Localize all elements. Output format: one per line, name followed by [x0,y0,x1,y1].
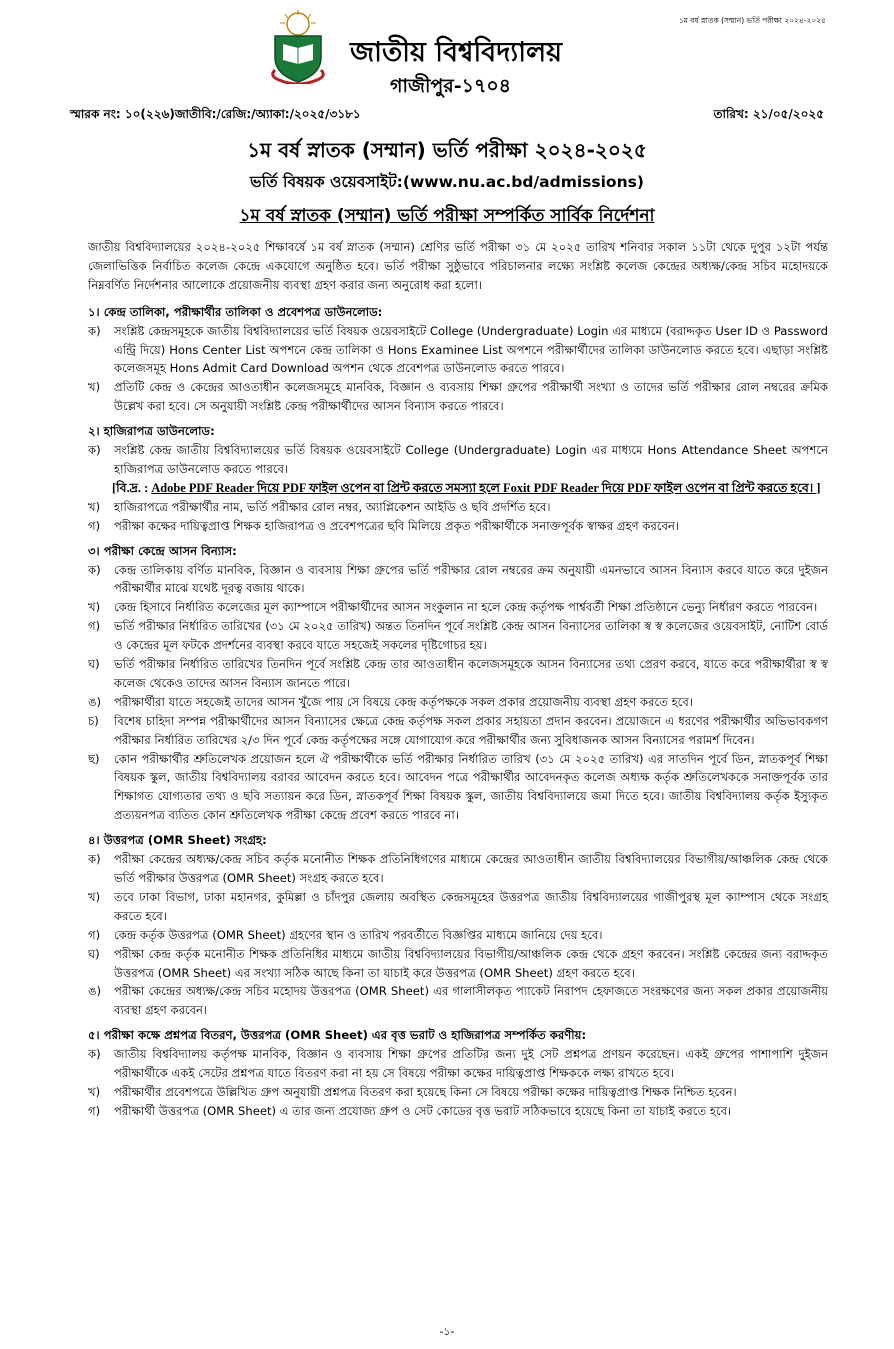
item-label: ক) [88,852,101,867]
item-label: ঙ) [88,694,102,709]
list-item [88,1102,828,1121]
item-label: গ) [88,927,101,942]
list-item [88,693,828,712]
page-title: ১ম বর্ষ স্নাতক (সম্মান) ভর্তি পরীক্ষা ২০২৪-২০২৫ [247,138,647,162]
item-label: ক) [88,443,101,458]
item-label: গ) [88,1103,101,1118]
notice-subtitle [0,203,894,231]
memo-date: তারিখ: ২১/০৫/২০২৫ [713,107,824,121]
item-text: কোন পরীক্ষার্থীর শ্রুতিলেখক প্রয়োজন হলে ঐ পরীক্ষার্থীকে ভর্তি পরীক্ষার নির্ধারিত তারিখ (৩১ মে ২০২৫ তারিখ) এর সাতদিন পূর্বে ডিন, স্নাতকপূর্ব শিক্ষা বিষয়ক স্কুল, জাতীয় বিশ্ববিদ্যালয় বরাবর আবেদন করতে হবে। আবেদন পত্রে পরীক্ষার্থীর আবেদনকৃত কলেজ অধ্যক্ষ কর্তৃক শ্রুতিলেখককে সনাক্তপূর্বক তার শিক্ষাগত যোগ্যতার তথ্য ও ছবি সত্যায়ন করে ডিন, স্নাতকপূর্ব শিক্ষা বিষয়ক স্কুল, জাতীয় বিশ্ববিদ্যালয়ে জমা দিতে হবে। জাতীয় বিশ্ববিদ্যালয় কর্তৃক ইস্যুকৃত প্রত্যয়নপত্র ব্যতিত কোন শ্রুতিলেখক পরীক্ষা কেন্দ্রে প্রবেশ করতে পারবে না। [114,751,828,823]
item-label: ঘ) [88,657,100,672]
item-text: সংশ্লিষ্ট কেন্দ্র জাতীয় বিশ্ববিদ্যালয়ের ভর্তি বিষয়ক ওয়েবসাইটে College (Undergraduate) Login এর মাধ্যমে Hons Attendance Sheet অপশনে হাজিরাপত্র ডাউনলোড করতে পারবে। [114,443,828,476]
list-item [88,1045,828,1083]
item-text: পরীক্ষা কেন্দ্রের অধ্যক্ষ/কেন্দ্র সচিব মহোদয় উত্তরপত্র (OMR Sheet) এর গালাসীলকৃত প্যাকেট নিরাপদ হেফাজতে সংরক্ষণের জন্য সকল প্রকার প্রয়োজনীয় ব্যবস্থা গ্রহণ করবেন। [114,984,828,1018]
item-text: জাতীয় বিশ্ববিদ্যালয় কর্তৃপক্ষ মানবিক, বিজ্ঞান ও ব্যবসায় শিক্ষা গ্রুপের প্রতিটির জন্য দুই সেট প্রশ্নপত্র প্রণয়ন করেছেন। একই গ্রুপের পাশাপাশি দুইজন পরীক্ষার্থীকে একই সেটের প্রশ্নপত্র যাতে বিতরণ করা না হয় সে বিষয়ে পরীক্ষা কক্ষের দায়িত্বপ্রাপ্ত শিক্ষককে লক্ষ্য রাখতে হবে। [114,1047,828,1081]
list-item [88,378,828,416]
item-text: পরীক্ষা কেন্দ্রের অধ্যক্ষ/কেন্দ্র সচিব কর্তৃক মনোনীত শিক্ষক প্রতিনিধিগণের মাধ্যমে কেন্দ্রের আওতাধীন জাতীয় বিশ্ববিদ্যালয়ের বিভাগীয়/আঞ্চলিক কেন্দ্র থেকে ভর্তি পরীক্ষার উত্তরপত্র (OMR Sheet) সংগ্রহ করতে হবে। [114,852,828,885]
notice-body [88,238,828,1121]
list-item [88,926,828,945]
item-label: ঙ) [88,984,102,999]
item-label: খ) [88,1084,101,1099]
item-text: পরীক্ষার্থীর প্রবেশপত্রে উল্লিখিত গ্রুপ অনুযায়ী প্রশ্নপত্র বিতরণ করা হয়েছে কিনা সে বিষয়ে পরীক্ষা কক্ষের দায়িত্বপ্রাপ্ত শিক্ষক নিশ্চিত হবেন। [114,1084,737,1099]
memo-number: স্মারক নং: ১০(২২৬)জাতীবি:/রেজি:/অ্যাকা:/২০২৫/৩১৮১ [70,107,361,121]
list-item [88,598,828,617]
list-item [88,850,828,888]
item-label: খ) [88,380,101,395]
item-text: কেন্দ্র কর্তৃক উত্তরপত্র (OMR Sheet) গ্রহণের স্থান ও তারিখ পরবর্তীতে বিজ্ঞপ্তির মাধ্যমে জানিয়ে দেয় হবে। [114,927,603,942]
list-item [88,322,828,379]
header-note: ১ম বর্ষ স্নাতক (সম্মান) ভর্তি পরীক্ষা ২০২৪-২০২৫ [678,16,826,25]
note [88,479,828,498]
note-text: Adobe PDF Reader দিয়ে PDF ফাইল ওপেন বা প্রিন্ট করতে সমস্যা হলে Foxit PDF Reader দিয়ে PDF ফাইল ওপেন বা প্রিন্ট করতে হবে। [151,480,817,495]
list-item [88,888,828,926]
item-text: তবে ঢাকা বিভাগ, ঢাকা মহানগর, কুমিল্লা ও চাঁদপুর জেলায় অবস্থিত কেন্দ্রসমূহের উত্তরপত্র জাতীয় বিশ্ববিদ্যালয়ের গাজীপুরস্থ মূল ক্যাম্পাস থেকে সংগ্রহ করতে হবে। [114,889,828,923]
list-item [88,750,828,826]
university-name: জাতীয় বিশ্ববিদ্যালয় [350,37,563,68]
item-text: কেন্দ্র হিসাবে নির্ধারিত কলেজের মূল ক্যাম্পাসে পরীক্ষার্থীদের আসন সংকুলান না হলে কেন্দ্র কর্তৃপক্ষ পার্শ্ববর্তী শিক্ষা প্রতিষ্ঠানে ভেন্যু নির্ধারণ করতে পারবেন। [114,600,818,615]
list-item [88,712,828,750]
subtitle-text: ১ম বর্ষ স্নাতক (সম্মান) ভর্তি পরীক্ষা সম্পর্কিত সার্বিক নির্দেশনা [239,206,655,226]
admission-website: ভর্তি বিষয়ক ওয়েবসাইট:(www.nu.ac.bd/admissions) [250,173,644,191]
item-label: ক) [88,562,101,577]
item-text: পরীক্ষা কক্ষের দায়িত্বপ্রাপ্ত শিক্ষক হাজিরাপত্র ও প্রবেশপত্রের ছবি মিলিয়ে প্রকৃত পরীক্ষার্থীকে সনাক্তপূর্বক স্বাক্ষর গ্রহণ করবেন। [114,518,680,533]
item-text: পরীক্ষার্থীরা যাতে সহজেই তাদের আসন খুঁজে পায় সে বিষয়ে কেন্দ্র কর্তৃপক্ষকে সকল প্রকার প্রয়োজনীয় ব্যবস্থা গ্রহণ করতে হবে। [114,694,693,709]
item-text: পরীক্ষার্থী উত্তরপত্র (OMR Sheet) এ তার জন্য প্রযোজ্য গ্রুপ ও সেট কোডের বৃত্ত ভরাট সঠিকভাবে হয়েছে কিনা তা যাচাই করতে হবে। [114,1103,732,1118]
item-label: খ) [88,600,101,615]
reference-row [70,106,824,126]
list-item [88,945,828,983]
note-suffix: ] [816,480,821,495]
item-label: খ) [88,499,101,514]
list-item [88,561,828,599]
list-item [88,617,828,655]
page-number: -১- [439,1325,455,1338]
section-heading: ৩। পরীক্ষা কেন্দ্রে আসন বিন্যাস: [88,543,237,558]
list-item [88,498,828,517]
item-label: গ) [88,619,101,634]
list-item [88,517,828,536]
item-text: সংশ্লিষ্ট কেন্দ্রসমূহকে জাতীয় বিশ্ববিদ্যালয়ের ভর্তি বিষয়ক ওয়েবসাইটে College (Undergraduate) Login এর মাধ্যমে (বরাদ্দকৃত User ID ও Password এন্ট্রি দিয়ে) Hons Center List অপশনে কেন্দ্র তালিকা ও Hons Examinee List অপশনে পরীক্ষার্থীদের তালিকা ডাউনলোড করতে হবে। এছাড়া সংশ্লিষ্ট কলেজসমূহ Hons Admit Card Download অপশন থেকে প্রবেশপত্র ডাউনলোড করতে পারবে। [114,323,828,376]
list-item [88,982,828,1020]
section-heading: ৫। পরীক্ষা কক্ষে প্রশ্নপত্র বিতরণ, উত্তরপত্র (OMR Sheet) এর বৃত্ত ভরাট ও হাজিরাপত্র সম্পর্কিত করণীয়: [88,1028,587,1043]
item-label: ছ) [88,751,100,766]
list-item [88,1083,828,1102]
item-text: ভর্তি পরীক্ষার নির্ধারিত তারিখের তিনদিন পূর্বে সংশ্লিষ্ট কেন্দ্র তার আওতাধীন কলেজসমূহকে আসন বিন্যাসের তথ্য প্রেরণ করবে, যাতে করে পরীক্ষার্থীরা স্ব স্ব কলেজ থেকেও তাদের আসন বিন্যাস জানতে পারে। [114,657,828,690]
item-label: ক) [88,323,101,338]
item-label: ঘ) [88,946,100,961]
item-text: কেন্দ্র তালিকায় বর্ণিত মানবিক, বিজ্ঞান ও ব্যবসায় শিক্ষা গ্রুপের ভর্তি পরীক্ষার রোল নম্বরের ক্রম অনুযায়ী এমনভাবে আসন বিন্যাস করবে যাতে করে দুইজন পরীক্ষার্থীর মাঝে যথেষ্ট দূরত্ব বজায় থাকে। [114,562,828,596]
section-heading: ৪। উত্তরপত্র (OMR Sheet) সংগ্রহ: [88,833,267,848]
item-text: ভর্তি পরীক্ষার নির্ধারিত তারিখের (৩১ মে ২০২৫ তারিখ) অন্তত তিনদিন পূর্বে সংশ্লিষ্ট কেন্দ্র আসন বিন্যাসের তালিকা স্ব স্ব কলেজের ওয়েবসাইট, নোটিশ বোর্ড ও কেন্দ্রের মূল ফটকে প্রদর্শনের ব্যবস্থা করবে যাতে সহজেই সকলের দৃষ্টিগোচর হয়। [114,619,828,653]
item-label: খ) [88,889,101,904]
university-logo [265,10,331,84]
item-text: বিশেষ চাহিদা সম্পন্ন পরীক্ষার্থীদের আসন বিন্যাসের ক্ষেত্রে কেন্দ্র কর্তৃপক্ষ সকল প্রকার সহায়তা প্রদান করবেন। প্রয়োজনে এ ধরণের পরীক্ষার্থীর অভিভাবকগণ পরীক্ষার নির্ধারিত তারিখের ২/৩ দিন পূর্বে কেন্দ্র কর্তৃপক্ষের সঙ্গে যোগাযোগ করে পরীক্ষার্থীর জন্য সুবিধাজনক আসন বিন্যাসের পরামর্শ দিবেন। [114,713,828,747]
sections-container [88,303,828,1121]
item-label: ক) [88,1047,101,1062]
list-item [88,441,828,479]
item-label: চ) [88,713,99,728]
university-city: গাজীপুর-১৭০৪ [390,75,511,97]
item-text: হাজিরাপত্রে পরীক্ষার্থীর নাম, ভর্তি পরীক্ষার রোল নম্বর, অ্যাপ্লিকেশন আইডি ও ছবি প্রদর্শিত হবে। [114,499,551,514]
item-label: গ) [88,518,101,533]
item-text: প্রতিটি কেন্দ্র ও কেন্দ্রের আওতাধীন কলেজসমূহে মানবিক, বিজ্ঞান ও ব্যবসায় শিক্ষা গ্রুপের পরীক্ষার্থী সংখ্যা ও তাদের ভর্তি পরীক্ষার রোল নম্বরের ক্রমিক উল্লেখ করা হবে। সে অনুযায়ী সংশ্লিষ্ট কেন্দ্র পরীক্ষার্থীদের আসন বিন্যাস করতে পারবে। [114,380,828,414]
item-text: পরীক্ষা কেন্দ্র কর্তৃক মনোনীত শিক্ষক প্রতিনিধির মাধ্যমে জাতীয় বিশ্ববিদ্যালয়ের বিভাগীয়/আঞ্চলিক কেন্দ্র থেকে গ্রহণ করবেন। সংশ্লিষ্ট কেন্দ্রের জন্য বরাদ্দকৃত উত্তরপত্র (OMR Sheet) এর সংখ্যা সঠিক আছে কিনা তা যাচাই করে উত্তরপত্র (OMR Sheet) গ্রহণ করতে হবে। [114,946,828,980]
intro-paragraph: জাতীয় বিশ্ববিদ্যালয়ের ২০২৪-২০২৫ শিক্ষাবর্ষে ১ম বর্ষ স্নাতক (সম্মান) শ্রেণির ভর্তি পরীক্ষা ৩১ মে ২০২৫ তারিখ শনিবার সকাল ১১টা থেকে দুপুর ১২টা পর্যন্ত জেলাভিত্তিক নির্বাচিত কলেজ কেন্দ্রে একযোগে অনুষ্ঠিত হবে। ভর্তি পরীক্ষা সুষ্ঠুভাবে পরিচালনার লক্ষ্যে সংশ্লিষ্ট কলেজ কেন্দ্রের অধ্যক্ষ/কেন্দ্র সচিব মহোদয়কে নিম্নবর্ণিত নির্দেশনার আলোকে প্রয়োজনীয় ব্যবস্থা গ্রহণ করার জন্য অনুরোধ করা হলো। [88,240,829,292]
section-heading: ১। কেন্দ্র তালিকা, পরীক্ষার্থীর তালিকা ও প্রবেশপত্র ডাউনলোড: [88,304,383,319]
section-heading: ২। হাজিরাপত্র ডাউনলোড: [88,424,215,439]
list-item [88,655,828,693]
note-prefix: [বি.দ্র. : [112,480,152,495]
